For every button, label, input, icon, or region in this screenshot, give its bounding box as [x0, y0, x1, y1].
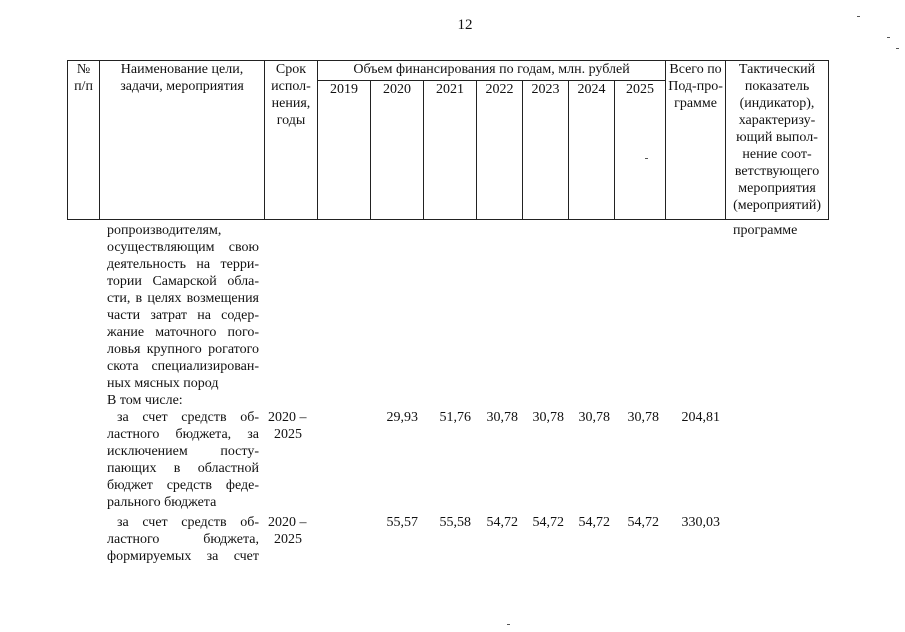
value-2023: 54,72	[532, 515, 564, 530]
continuation-line: ловья крупного рогатого	[107, 342, 259, 357]
continuation-line: осуществляющим свою	[107, 240, 259, 255]
value-2022: 30,78	[486, 410, 518, 425]
header-table	[67, 60, 829, 220]
header-col-name: Наименование цели, задачи, мероприятия	[100, 61, 265, 220]
continuation-line: скота специализирован-	[107, 359, 259, 374]
header-year-2020: 2020	[371, 81, 424, 220]
header-year-2022: 2022	[477, 81, 523, 220]
value-2023: 30,78	[532, 410, 564, 425]
header-col-term: Срок испол-нения, годы	[265, 61, 318, 220]
row-term: 2025	[274, 532, 302, 547]
row-name-line: пающих в областной	[107, 461, 259, 476]
row-name-line: ластного бюджета,	[107, 532, 259, 547]
row-term: 2020 –	[268, 410, 307, 425]
scan-speck	[645, 158, 648, 159]
scan-speck	[857, 16, 860, 17]
header-year-2019: 2019	[318, 81, 371, 220]
row-name-line: бюджет средств феде-	[107, 478, 259, 493]
continuation-line: тории Самарской обла-	[107, 274, 259, 289]
value-2022: 54,72	[486, 515, 518, 530]
value-2025: 54,72	[627, 515, 659, 530]
value-2025: 30,78	[627, 410, 659, 425]
header-year-2023: 2023	[523, 81, 569, 220]
row-term: 2025	[274, 427, 302, 442]
value-2024: 30,78	[578, 410, 610, 425]
row-name-line: за счет средств об-	[117, 410, 259, 425]
in-that-number-label: В том числе:	[107, 393, 183, 408]
header-year-2025: 2025	[615, 81, 666, 220]
value-2020: 55,57	[386, 515, 418, 530]
header-col-indicator: Тактический показатель (индикатор), характеризу-ющий выпол-нение соот-ветствующего мероприятия (мероприятий)	[726, 61, 829, 220]
indicator-tail: программе	[733, 223, 798, 238]
header-year-2021: 2021	[424, 81, 477, 220]
scan-speck	[887, 37, 890, 38]
continuation-line: ропроизводителям,	[107, 223, 222, 238]
value-2020: 29,93	[386, 410, 418, 425]
row-term: 2020 –	[268, 515, 307, 530]
row-name-line: исключением посту-	[107, 444, 259, 459]
row-name-line: ластного бюджета, за	[107, 427, 259, 442]
continuation-line: деятельность на терри-	[107, 257, 259, 272]
row-name-line: за счет средств об-	[117, 515, 259, 530]
row-name-line: рального бюджета	[107, 495, 217, 510]
value-total: 330,03	[681, 515, 720, 530]
continuation-line: жание маточного пого-	[107, 325, 259, 340]
scan-speck	[896, 48, 899, 49]
header-col-total: Всего по Под-про-грамме	[666, 61, 726, 220]
value-total: 204,81	[681, 410, 720, 425]
header-col-funding: Объем финансирования по годам, млн. рублей	[318, 61, 666, 81]
continuation-line: сти, в целях возмещения	[107, 291, 259, 306]
row-name-line: формируемых за счет	[107, 549, 259, 564]
header-col-number: № п/п	[68, 61, 100, 220]
value-2021: 51,76	[439, 410, 471, 425]
continuation-line: части затрат на содер-	[107, 308, 259, 323]
value-2021: 55,58	[439, 515, 471, 530]
header-year-2024: 2024	[569, 81, 615, 220]
page-number: 12	[457, 17, 473, 33]
continuation-line: ных мясных пород	[107, 376, 219, 391]
scan-speck	[507, 624, 510, 625]
value-2024: 54,72	[578, 515, 610, 530]
